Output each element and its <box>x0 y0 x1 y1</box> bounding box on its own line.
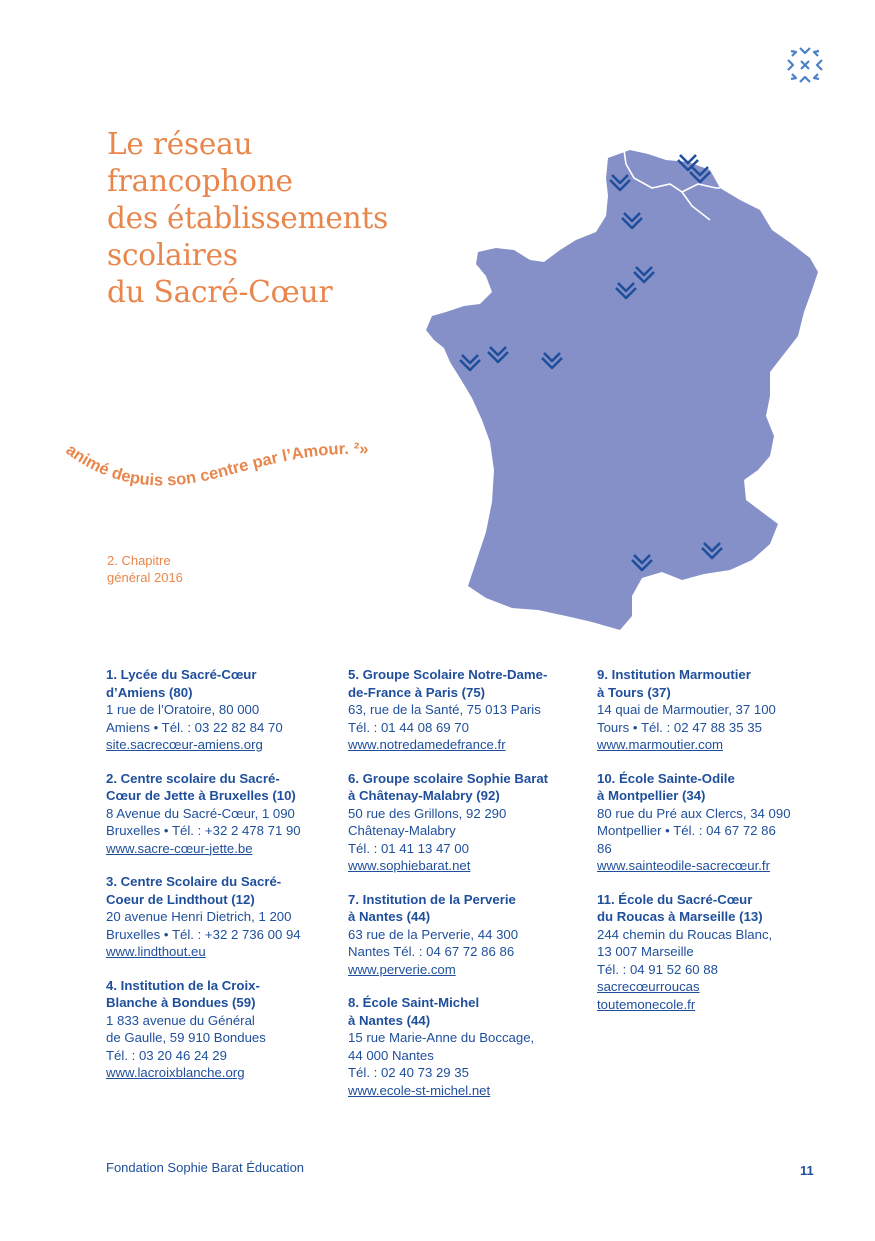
footer-foundation-name: Fondation Sophie Barat Éducation <box>106 1160 305 1175</box>
school-name: 3. Centre Scolaire du Sacré- <box>106 874 282 889</box>
school-address: 80 rue du Pré aux Clercs, 34 090 <box>597 805 791 821</box>
school-entry <box>597 770 842 875</box>
page-title <box>107 126 447 311</box>
school-entry <box>348 770 593 875</box>
school-entry <box>597 666 842 754</box>
school-address: de Gaulle, 59 910 Bondues <box>106 1030 266 1045</box>
school-address: 44 000 Nantes <box>348 1047 434 1063</box>
school-address: 14 quai de Marmoutier, 37 100 <box>597 702 776 717</box>
school-address: 13 007 Marseille <box>597 944 694 959</box>
school-name: 1. Lycée du Sacré-Cœur <box>106 667 257 682</box>
school-name: Cœur de Jette à Bruxelles (10) <box>106 788 296 803</box>
school-name: 4. Institution de la Croix- <box>106 977 260 993</box>
school-name: 5. Groupe Scolaire Notre-Dame- <box>348 667 548 682</box>
school-address: 244 chemin du Roucas Blanc, <box>597 926 773 942</box>
school-website-link[interactable]: www.marmoutier.com <box>597 737 724 752</box>
title-line: Le réseau <box>107 127 253 161</box>
school-entry <box>348 891 593 979</box>
school-address: 8 Avenue du Sacré-Cœur, 1 090 <box>106 805 295 821</box>
france-shape <box>426 150 818 630</box>
school-name: 6. Groupe scolaire Sophie Barat <box>348 770 549 786</box>
school-phone: Tél. : 01 44 08 69 70 <box>348 719 469 735</box>
school-name: à Nantes (44) <box>348 1012 431 1028</box>
school-address: 20 avenue Henri Dietrich, 1 200 <box>106 909 292 924</box>
france-map <box>420 140 840 640</box>
school-address: Châtenay-Malabry <box>348 823 456 838</box>
foundation-logo-icon <box>784 44 826 86</box>
school-column-2 <box>348 666 593 1115</box>
page-number: 11 <box>800 1163 814 1178</box>
school-address: 63, rue de la Santé, 75 013 Paris <box>348 702 541 717</box>
school-column-3 <box>597 666 842 1029</box>
school-entry <box>106 873 351 961</box>
school-name: 7. Institution de la Perverie <box>348 891 516 907</box>
school-address: Bruxelles • Tél. : +32 2 478 71 90 <box>106 823 301 838</box>
school-address: 1 833 avenue du Général <box>106 1012 255 1028</box>
title-line: des établissements <box>107 201 389 235</box>
school-website-link[interactable]: www.lacroixblanche.org <box>106 1065 245 1080</box>
school-phone: Tél. : 03 20 46 24 29 <box>106 1047 227 1063</box>
svg-text:animé depuis son centre par l’ <box>63 440 369 490</box>
school-entry <box>106 770 351 858</box>
school-website-link[interactable]: www.sainteodile-sacrecœur.fr <box>597 858 770 873</box>
school-name: 8. École Saint-Michel <box>348 995 480 1010</box>
school-name: à Tours (37) <box>597 684 671 700</box>
school-website-link[interactable]: sacrecœurroucas <box>597 979 700 994</box>
school-phone: Tél. : 04 91 52 60 88 <box>597 961 718 977</box>
school-name: du Roucas à Marseille (13) <box>597 909 763 924</box>
school-entry <box>106 666 351 754</box>
school-website-link[interactable]: toutemonecole.fr <box>597 996 696 1012</box>
title-line: du Sacré-Cœur <box>107 275 333 309</box>
school-address: Amiens • Tél. : 03 22 82 84 70 <box>106 719 283 735</box>
footnote <box>107 552 247 586</box>
school-name: d’Amiens (80) <box>106 684 193 700</box>
school-entry <box>597 891 842 1014</box>
title-line: scolaires <box>107 238 238 272</box>
school-name: 11. École du Sacré-Cœur <box>597 891 753 907</box>
school-address: Nantes Tél. : 04 67 72 86 86 <box>348 944 515 959</box>
footnote-line: 2. Chapitre <box>107 553 171 568</box>
school-address: Bruxelles • Tél. : +32 2 736 00 94 <box>106 926 301 942</box>
quote-text: animé depuis son centre par l’Amour. ²» <box>62 439 370 490</box>
school-address: 15 rue Marie-Anne du Boccage, <box>348 1030 535 1045</box>
school-name: Blanche à Bondues (59) <box>106 995 256 1010</box>
school-entry <box>348 666 593 754</box>
school-name: 2. Centre scolaire du Sacré- <box>106 770 280 786</box>
school-name: à Châtenay-Malabry (92) <box>348 788 500 803</box>
school-website-link[interactable]: www.sacre-cœur-jette.be <box>106 840 253 856</box>
school-phone: 86 <box>597 840 612 856</box>
school-name: 10. École Sainte-Odile <box>597 770 735 786</box>
school-name: à Nantes (44) <box>348 909 431 924</box>
school-address: 63 rue de la Perverie, 44 300 <box>348 926 519 942</box>
school-entry <box>106 977 351 1082</box>
school-website-link[interactable]: www.sophiebarat.net <box>348 858 471 873</box>
school-website-link[interactable]: www.ecole-st-michel.net <box>348 1082 491 1098</box>
school-website-link[interactable]: www.notredamedefrance.fr <box>348 737 506 752</box>
school-website-link[interactable]: www.lindthout.eu <box>106 944 206 959</box>
school-address: Montpellier • Tél. : 04 67 72 86 <box>597 823 776 838</box>
quote-wave <box>55 430 435 510</box>
school-website-link[interactable]: www.perverie.com <box>348 961 456 977</box>
school-name: Coeur de Lindthout (12) <box>106 891 255 907</box>
school-address: Tours • Tél. : 02 47 88 35 35 <box>597 719 762 735</box>
school-name: 9. Institution Marmoutier <box>597 667 751 682</box>
title-line: francophone <box>107 164 293 198</box>
school-phone: Tél. : 02 40 73 29 35 <box>348 1065 469 1080</box>
school-address: 1 rue de l’Oratoire, 80 000 <box>106 702 260 717</box>
school-address: 50 rue des Grillons, 92 290 <box>348 805 507 821</box>
school-name: à Montpellier (34) <box>597 788 706 803</box>
school-entry <box>348 994 593 1099</box>
school-column-1 <box>106 666 351 1098</box>
school-name: de-France à Paris (75) <box>348 684 486 700</box>
school-phone: Tél. : 01 41 13 47 00 <box>348 840 469 856</box>
school-website-link[interactable]: site.sacrecœur-amiens.org <box>106 737 263 752</box>
footnote-line: général 2016 <box>107 570 183 585</box>
